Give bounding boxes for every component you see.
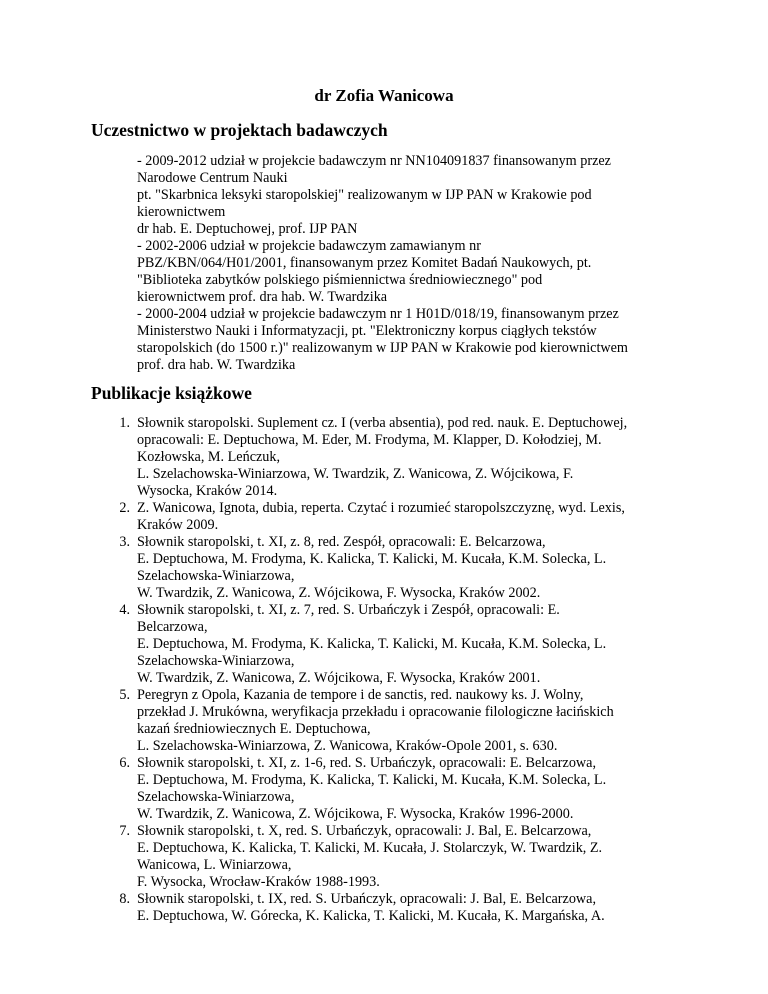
book-item-number: 5. <box>119 687 130 703</box>
book-list-item <box>119 500 697 534</box>
project-line: PBZ/KBN/064/H01/2001, finansowanym przez Komitet Badań Naukowych, pt. <box>137 255 592 271</box>
book-item-number: 1. <box>119 415 130 431</box>
book-list-item <box>119 891 697 925</box>
book-item-line: Peregryn z Opola, Kazania de tempore i de sanctis, red. naukowy ks. J. Wolny, <box>137 687 584 703</box>
book-list-item <box>119 534 697 602</box>
project-line: pt. "Skarbnica leksyki staropolskiej" realizowanym w IJP PAN w Krakowie pod <box>137 187 592 203</box>
book-item-line: Kozłowska, M. Leńczuk, <box>137 449 281 465</box>
book-item-line: kazań średniowiecznych E. Deptuchowa, <box>137 721 371 737</box>
book-item-line: Słownik staropolski. Suplement cz. I (verba absentia), pod red. nauk. E. Deptuchowej, <box>137 415 628 431</box>
book-item-line: Szelachowska-Winiarzowa, <box>137 653 295 669</box>
book-item-line: Słownik staropolski, t. X, red. S. Urbańczyk, opracowali: J. Bal, E. Belcarzowa, <box>137 823 592 839</box>
book-list-item <box>119 755 697 823</box>
project-line: dr hab. E. Deptuchowej, prof. IJP PAN <box>137 221 358 237</box>
page-title: dr Zofia Wanicowa <box>314 86 454 105</box>
book-item-number: 3. <box>119 534 130 550</box>
project-line: kierownictwem prof. dra hab. W. Twardzika <box>137 289 388 305</box>
project-line: kierownictwem <box>137 204 226 220</box>
books-list <box>119 415 697 925</box>
book-item-line: W. Twardzik, Z. Wanicowa, Z. Wójcikowa, F. Wysocka, Kraków 2002. <box>137 585 541 601</box>
book-item-number: 6. <box>119 755 130 771</box>
book-item-line: Belcarzowa, <box>137 619 208 635</box>
book-item-line: Szelachowska-Winiarzowa, <box>137 789 295 805</box>
projects-paragraph <box>137 153 677 374</box>
book-item-line: E. Deptuchowa, K. Kalicka, T. Kalicki, M. Kucała, J. Stolarczyk, W. Twardzik, Z. <box>137 840 603 856</box>
book-item-number: 2. <box>119 500 130 516</box>
project-line: "Biblioteka zabytków polskiego piśmiennictwa średniowiecznego" pod <box>137 272 543 288</box>
book-item-line: Wanicowa, L. Winiarzowa, <box>137 857 292 873</box>
project-line: - 2002-2006 udział w projekcie badawczym zamawianym nr <box>137 238 481 254</box>
book-item-line: W. Twardzik, Z. Wanicowa, Z. Wójcikowa, F. Wysocka, Kraków 1996-2000. <box>137 806 574 822</box>
book-list-item <box>119 602 697 687</box>
books-heading: Publikacje książkowe <box>91 383 252 403</box>
book-item-number: 7. <box>119 823 130 839</box>
book-item-line: opracowali: E. Deptuchowa, M. Eder, M. Frodyma, M. Klapper, D. Kołodziej, M. <box>137 432 602 448</box>
book-list-item <box>119 823 697 891</box>
book-item-line: przekład J. Mrukówna, weryfikacja przekładu i opracowanie filologiczne łacińskich <box>137 704 614 720</box>
book-item-line: Słownik staropolski, t. XI, z. 1-6, red. S. Urbańczyk, opracowali: E. Belcarzowa, <box>137 755 597 771</box>
book-item-line: Z. Wanicowa, Ignota, dubia, reperta. Czytać i rozumieć staropolszczyznę, wyd. Lexis, <box>137 500 625 516</box>
book-item-line: E. Deptuchowa, W. Górecka, K. Kalicka, T. Kalicki, M. Kucała, K. Margańska, A. <box>137 908 605 924</box>
book-item-number: 4. <box>119 602 130 618</box>
book-item-line: Słownik staropolski, t. XI, z. 7, red. S. Urbańczyk i Zespół, opracowali: E. <box>137 602 560 618</box>
book-item-line: Kraków 2009. <box>137 517 219 533</box>
book-item-line: L. Szelachowska-Winiarzowa, W. Twardzik, Z. Wanicowa, Z. Wójcikowa, F. <box>137 466 574 482</box>
project-line: Ministerstwo Nauki i Informatyzacji, pt. "Elektroniczny korpus ciągłych tekstów <box>137 323 597 339</box>
book-item-line: L. Szelachowska-Winiarzowa, Z. Wanicowa, Kraków-Opole 2001, s. 630. <box>137 738 558 754</box>
project-line: - 2009-2012 udział w projekcie badawczym nr NN104091837 finansowanym przez <box>137 153 611 169</box>
project-line: prof. dra hab. W. Twardzika <box>137 357 296 373</box>
book-item-line: Słownik staropolski, t. IX, red. S. Urbańczyk, opracowali: J. Bal, E. Belcarzowa, <box>137 891 597 907</box>
projects-heading: Uczestnictwo w projektach badawczych <box>91 120 388 140</box>
book-list-item <box>119 687 697 755</box>
book-item-line: Szelachowska-Winiarzowa, <box>137 568 295 584</box>
book-list-item <box>119 415 697 500</box>
book-item-line: E. Deptuchowa, M. Frodyma, K. Kalicka, T. Kalicki, M. Kucała, K.M. Solecka, L. <box>137 636 607 652</box>
book-item-line: E. Deptuchowa, M. Frodyma, K. Kalicka, T. Kalicki, M. Kucała, K.M. Solecka, L. <box>137 551 607 567</box>
book-item-line: F. Wysocka, Wrocław-Kraków 1988-1993. <box>137 874 380 890</box>
book-item-line: Słownik staropolski, t. XI, z. 8, red. Zespół, opracowali: E. Belcarzowa, <box>137 534 546 550</box>
project-line: Narodowe Centrum Nauki <box>137 170 288 186</box>
book-item-number: 8. <box>119 891 130 907</box>
project-line: - 2000-2004 udział w projekcie badawczym nr 1 H01D/018/19, finansowanym przez <box>137 306 619 322</box>
project-line: staropolskich (do 1500 r.)" realizowanym w IJP PAN w Krakowie pod kierownictwem <box>137 340 628 356</box>
book-item-line: Wysocka, Kraków 2014. <box>137 483 278 499</box>
book-item-line: W. Twardzik, Z. Wanicowa, Z. Wójcikowa, F. Wysocka, Kraków 2001. <box>137 670 541 686</box>
book-item-line: E. Deptuchowa, M. Frodyma, K. Kalicka, T. Kalicki, M. Kucała, K.M. Solecka, L. <box>137 772 607 788</box>
